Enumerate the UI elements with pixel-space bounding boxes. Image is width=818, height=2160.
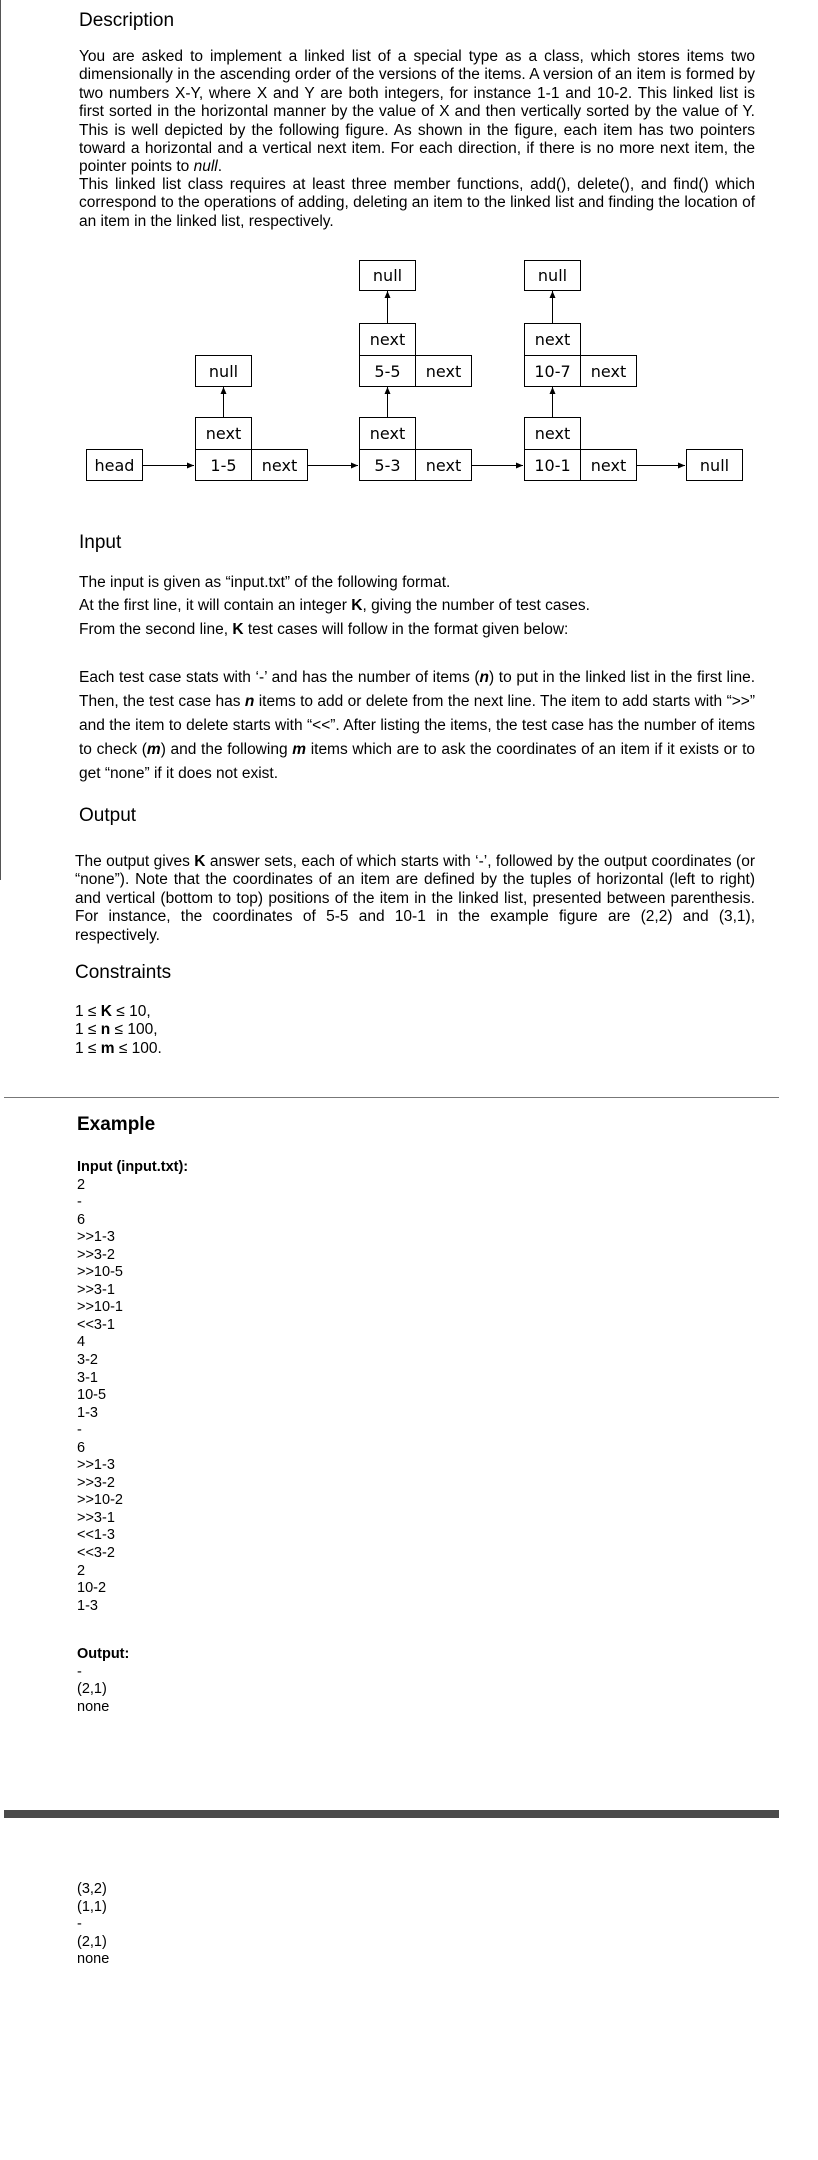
constraints-list (75, 1003, 475, 1058)
section-divider (4, 1097, 779, 1098)
output-line: (1,1) (77, 1898, 107, 1915)
example-output-lines-continued (77, 1881, 109, 1969)
input-line: >>1-3 (77, 1457, 115, 1474)
null-tail: null (699, 456, 730, 475)
constraint-m: 1 ≤ m ≤ 100. (75, 1039, 162, 1057)
next-horizontal-10-7: next (590, 362, 627, 381)
input-line: <<3-2 (77, 1545, 115, 1562)
page-break-bar (4, 1810, 779, 1818)
input-line: >>10-1 (77, 1299, 123, 1316)
node-5-3: 5-3 (374, 456, 401, 475)
input-line: >>3-1 (77, 1509, 115, 1526)
example-output-lines (77, 1664, 129, 1717)
next-vertical-10-7: next (534, 330, 571, 349)
input-line-3: From the second line, K test cases will follow in the format given below: (79, 620, 569, 638)
input-line: - (77, 1194, 82, 1211)
input-line-2: At the first line, it will contain an integer K, giving the number of test cases. (79, 597, 590, 615)
input-line: 2 (77, 1176, 86, 1193)
output-line: (2,1) (77, 1933, 107, 1950)
output-line: (3,2) (77, 1881, 107, 1897)
next-horizontal-5-3: next (425, 456, 462, 475)
next-horizontal-10-1: next (590, 456, 627, 475)
description-text: You are asked to implement a linked list of a special type as a class, which stores items two dimensionally in the ascending order of the versions of the items. A version of an item is formed by two numbers X-Y, where X and Y are both integers, for instance 1-1 and 10-2. This linked list is first sorted in the horizontal manner by the value of X and then vertically sorted by the value of Y. This is well depicted by the following figure. As shown in the figure, each item has two pointers toward a horizontal and a vertical next item. For each direction, if there is no more next item, the pointer points to (79, 48, 755, 176)
input-line: 1-3 (77, 1404, 98, 1421)
input-line: >>3-2 (77, 1246, 115, 1263)
constraints-heading: Constraints (75, 962, 172, 983)
output-line: - (77, 1916, 82, 1933)
input-line: 3-2 (77, 1352, 98, 1369)
example-input-block (77, 1159, 188, 1615)
input-line: 3-1 (77, 1369, 98, 1386)
description-text-end: . (217, 158, 223, 176)
input-line: - (77, 1422, 82, 1439)
input-line-1: The input is given as “input.txt” of the following format. (79, 574, 451, 591)
example-output-label: Output: (77, 1646, 130, 1662)
example-output-block (77, 1646, 129, 1716)
null-top-5: null (372, 266, 403, 285)
example-output-continued (77, 1881, 109, 1969)
node-1-5: 1-5 (210, 456, 237, 475)
input-test-case-paragraph: Each test case stats with ‘-’ and has the number of items (n) to put in the linked list in the first line. Then, the test case has n items to add or delete from the next line. The item to add starts with “>>” and the item to delete starts with “<<”. After listing the items, the test case has the number of items to check (m) and the following m items which are to ask the coordinates of an item if it exists or to get “none” if it does not exist. (79, 669, 755, 782)
input-line: >>1-3 (77, 1229, 115, 1246)
input-line: <<1-3 (77, 1527, 115, 1544)
description-heading: Description (79, 10, 175, 31)
input-line: 6 (77, 1211, 86, 1228)
next-horizontal-5-5: next (425, 362, 462, 381)
null-term: null (193, 158, 218, 176)
next-vertical-5-3: next (369, 424, 406, 443)
input-line: 1-3 (77, 1597, 98, 1614)
example-heading: Example (77, 1114, 156, 1135)
output-line: - (77, 1663, 82, 1680)
input-format-lines (79, 571, 759, 641)
input-line: >>3-2 (77, 1474, 115, 1491)
description-paragraph-1 (79, 48, 755, 177)
input-line: >>10-5 (77, 1264, 123, 1281)
input-line: >>3-1 (77, 1281, 115, 1298)
linked-list-figure (0, 255, 818, 495)
null-above-1-5: null (208, 362, 239, 381)
node-10-1: 10-1 (534, 456, 571, 475)
output-line: (2,1) (77, 1681, 107, 1698)
input-line: >>10-2 (77, 1492, 123, 1509)
input-line: 4 (77, 1334, 86, 1351)
head-node: head (94, 456, 135, 475)
next-vertical-10-1: next (534, 424, 571, 443)
constraint-n: 1 ≤ n ≤ 100, (75, 1021, 158, 1039)
input-line: 6 (77, 1439, 86, 1456)
output-line: none (77, 1951, 110, 1968)
example-input-lines (77, 1177, 188, 1616)
output-line: none (77, 1698, 110, 1715)
input-heading: Input (79, 532, 122, 553)
null-top-10: null (537, 266, 568, 285)
next-vertical-1-5: next (205, 424, 242, 443)
next-vertical-5-5: next (369, 330, 406, 349)
input-line: 10-5 (77, 1387, 107, 1404)
next-horizontal-1-5: next (261, 456, 298, 475)
example-input-label: Input (input.txt): (77, 1159, 189, 1175)
constraint-k: 1 ≤ K ≤ 10, (75, 1003, 151, 1020)
input-line: 2 (77, 1562, 86, 1579)
output-heading: Output (79, 805, 137, 826)
input-line: <<3-1 (77, 1316, 115, 1333)
description-paragraph-2: This linked list class requires at least three member functions, add(), delete(), and find() which correspond to the operations of adding, deleting an item to the linked list and finding the location of an item in the linked list, respectively. (79, 176, 755, 230)
node-10-7: 10-7 (534, 362, 571, 381)
output-paragraph: The output gives K answer sets, each of which starts with ‘-’, followed by the output coordinates (or “none”). Note that the coordinates of an item are defined by the tuples of horizontal (left to right) and vertical (bottom to top) positions of the item in the linked list, presented between parenthesis. For instance, the coordinates of 5-5 and 10-1 in the example figure are (2,2) and (3,1), respectively. (75, 853, 755, 944)
input-line: 10-2 (77, 1580, 107, 1597)
node-5-5: 5-5 (374, 362, 401, 381)
